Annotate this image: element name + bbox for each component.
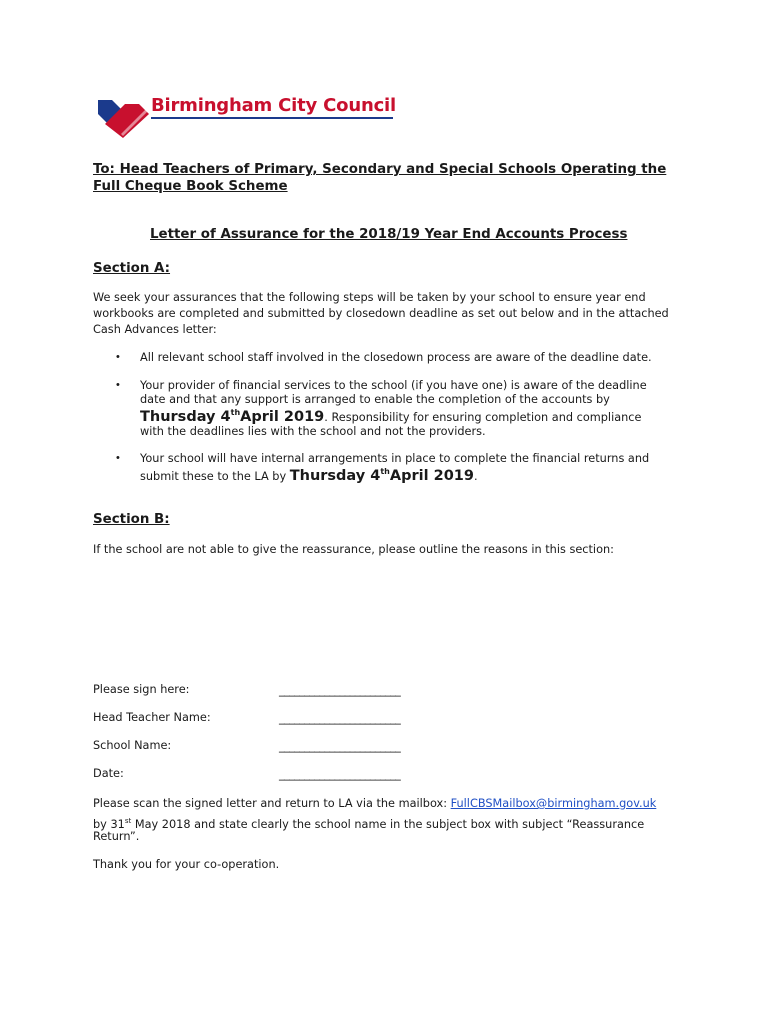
bullet-2-line-4: with the deadlines lies with the school and not the providers. [140, 425, 486, 438]
bullet-3-line-2: submit these to the LA by Thursday 4thApril 2019. [140, 467, 478, 484]
bullet-3-line-1: Your school will have internal arrangements in place to complete the financial returns and [140, 452, 650, 465]
bullet-2-line-3: Thursday 4thApril 2019. Responsibility for ensuring completion and compliance [140, 408, 642, 425]
section-b-text: If the school are not able to give the reassurance, please outline the reasons in this section: [93, 543, 614, 556]
section-a-intro-line-2: workbooks are completed and submitted by closedown deadline as set out below and in the attached [93, 307, 669, 320]
school-name-label: School Name: [93, 739, 172, 752]
bullet-1-text: All relevant school staff involved in the closedown process are aware of the deadline date. [140, 351, 652, 364]
section-a-intro-line-1: We seek your assurances that the following steps will be taken by your school to ensure year end [93, 291, 646, 304]
date-field[interactable]: ________________________ [279, 768, 401, 781]
closing-line-1: Please scan the signed letter and return to LA via the mailbox: FullCBSMailbox@birmingham.gov.uk [93, 797, 657, 810]
sign-label: Please sign here: [93, 683, 190, 696]
section-a-heading: Section A: [93, 261, 171, 276]
logo-underline [151, 117, 393, 119]
bullet-icon: • [116, 452, 120, 464]
bullet-icon: • [116, 351, 120, 363]
bullet-2-line-1: Your provider of financial services to the school (if you have one) is aware of the deadline [140, 379, 647, 392]
deadline-date: Thursday 4thApril 2019 [289, 467, 474, 484]
sign-field[interactable]: ________________________ [279, 684, 401, 697]
thanks-text: Thank you for your co-operation. [93, 858, 280, 871]
head-teacher-label: Head Teacher Name: [93, 711, 211, 724]
section-a-intro-line-3: Cash Advances letter: [93, 323, 217, 336]
section-b-heading: Section B: [93, 512, 170, 527]
closing-line-3: Return”. [93, 830, 140, 843]
head-teacher-field[interactable]: ________________________ [279, 712, 401, 725]
letter-title: Letter of Assurance for the 2018/19 Year End Accounts Process [150, 227, 628, 242]
date-label: Date: [93, 767, 124, 780]
school-name-field[interactable]: ________________________ [279, 740, 401, 753]
bullet-2-line-2: date and that any support is arranged to enable the completion of the accounts by [140, 393, 610, 406]
deadline-date: Thursday 4thApril 2019 [140, 408, 325, 425]
mailbox-link[interactable]: FullCBSMailbox@birmingham.gov.uk [450, 797, 657, 810]
closing-line-2: by 31st May 2018 and state clearly the school name in the subject box with subject “Reassurance [93, 817, 645, 831]
council-name: Birmingham City Council [151, 95, 396, 116]
bullet-icon: • [116, 379, 120, 391]
recipient-line-1: To: Head Teachers of Primary, Secondary and Special Schools Operating the [93, 162, 667, 177]
recipient-line-2: Full Cheque Book Scheme [93, 179, 288, 194]
